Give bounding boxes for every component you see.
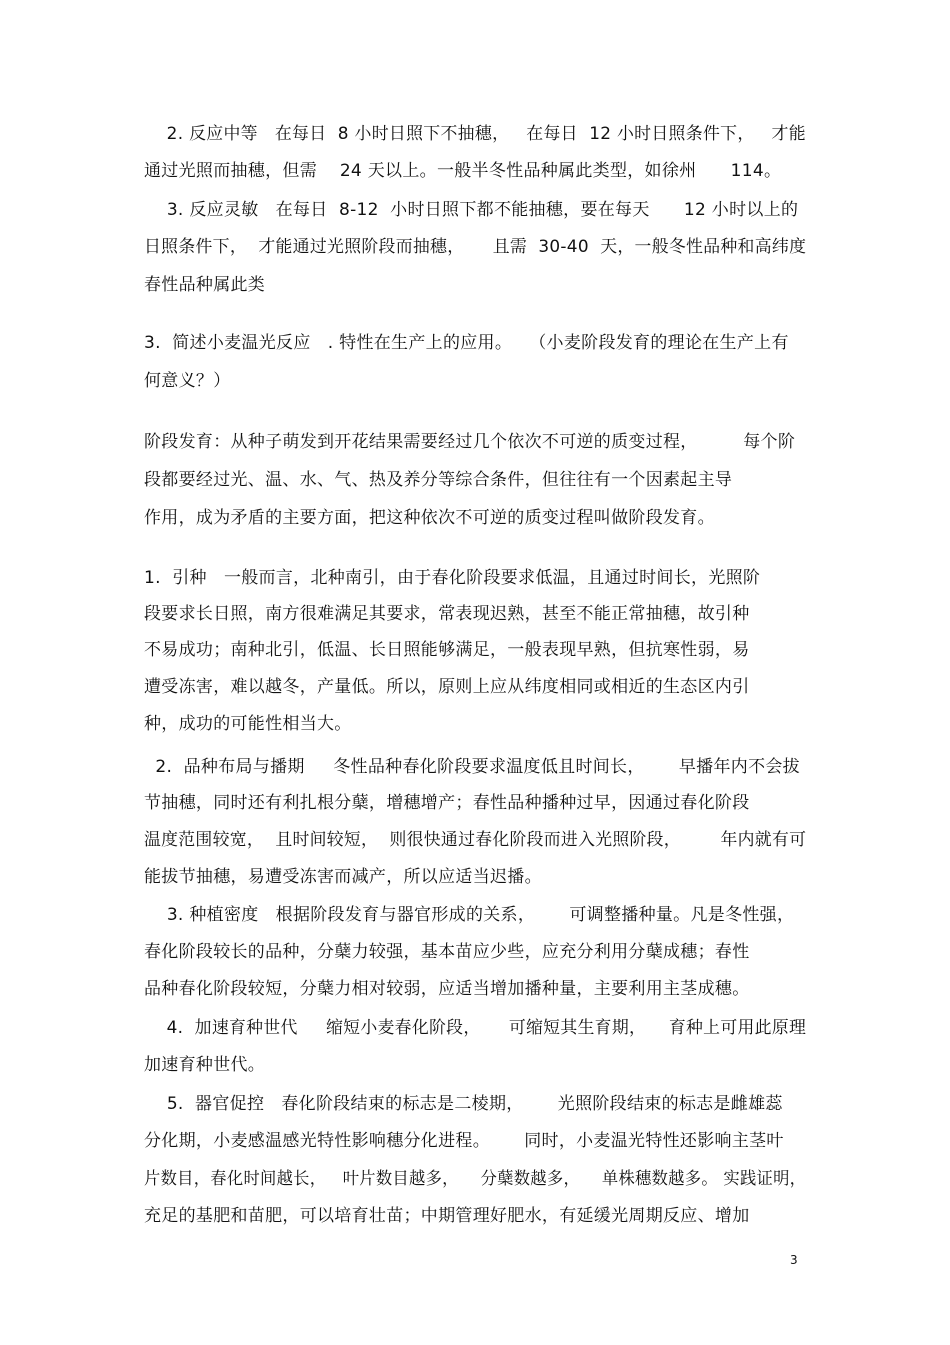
text-line: 春性品种属此类 (144, 275, 266, 295)
text-line: 段要求长日照，南方很难满足其要求，常表现迟熟，甚至不能正常抽穗，故引种 (144, 604, 750, 624)
text-line: 3. 反应灵敏 在每日 8-12 小时日照下都不能抽穗，要在每天 12 小时以上的 (144, 200, 799, 220)
text-line: 2. 品种布局与播期 冬性品种春化阶段要求温度低且时间长， 早播年内不会拔 (144, 757, 800, 777)
text-line: 1. 引种 一般而言，北种南引，由于春化阶段要求低温，且通过时间长，光照阶 (144, 568, 761, 588)
text-line: 何意义？） (144, 371, 231, 391)
text-line: 温度范围较宽， 且时间较短， 则很快通过春化阶段而进入光照阶段， 年内就有可 (144, 830, 807, 850)
text-line: 遭受冻害，难以越冬，产量低。所以，原则上应从纬度相同或相近的生态区内引 (144, 677, 750, 697)
text-line: 不易成功；南种北引，低温、长日照能够满足，一般表现早熟，但抗寒性弱，易 (144, 640, 750, 660)
text-line: 加速育种世代。 (144, 1055, 266, 1075)
text-line: 日照条件下， 才能通过光照阶段而抽穗， 且需 30-40 天，一般冬性品种和高纬度 (144, 237, 807, 257)
text-line: 作用，成为矛盾的主要方面，把这种依次不可逆的质变过程叫做阶段发育。 (144, 508, 715, 528)
text-line: 片数目，春化时间越长， 叶片数目越多， 分蘖数越多， 单株穗数越多。 实践证明， (144, 1169, 807, 1189)
text-line: 5. 器官促控 春化阶段结束的标志是二棱期， 光照阶段结束的标志是雌雄蕊 (144, 1094, 783, 1114)
text-line: 2. 反应中等 在每日 8 小时日照下不抽穗， 在每日 12 小时日照条件下， 才能 (144, 124, 806, 144)
text-line: 分化期，小麦感温感光特性影响穗分化进程。 同时，小麦温光特性还影响主茎叶 (144, 1131, 784, 1151)
text-line: 4. 加速育种世代 缩短小麦春化阶段， 可缩短其生育期， 育种上可用此原理 (144, 1018, 807, 1038)
text-line: 段都要经过光、温、水、气、热及养分等综合条件，但往往有一个因素起主导 (144, 470, 733, 490)
text-line: 3. 简述小麦温光反应 . 特性在生产上的应用。 （小麦阶段发育的理论在生产上有 (144, 333, 789, 353)
text-line: 节抽穗，同时还有利扎根分蘖，增穗增产；春性品种播种过早，因通过春化阶段 (144, 793, 750, 813)
text-line: 品种春化阶段较短，分蘖力相对较弱，应适当增加播种量，主要利用主茎成穗。 (144, 979, 750, 999)
text-line: 3. 种植密度 根据阶段发育与器官形成的关系， 可调整播种量。凡是冬性强， (144, 905, 795, 925)
text-line: 春化阶段较长的品种，分蘖力较强，基本苗应少些，应充分利用分蘖成穗；春性 (144, 942, 750, 962)
text-line: 通过光照而抽穗，但需 24 天以上。一般半冬性品种属此类型，如徐州 114。 (144, 161, 782, 181)
text-line: 阶段发育：从种子萌发到开花结果需要经过几个依次不可逆的质变过程， 每个阶 (144, 432, 796, 452)
text-line: 种，成功的可能性相当大。 (144, 714, 352, 734)
text-line: 充足的基肥和苗肥，可以培育壮苗；中期管理好肥水，有延缓光周期反应、增加 (144, 1206, 750, 1226)
text-line: 能拔节抽穗，易遭受冻害而减产，所以应适当迟播。 (144, 867, 542, 887)
page-number: 3 (790, 1253, 798, 1267)
